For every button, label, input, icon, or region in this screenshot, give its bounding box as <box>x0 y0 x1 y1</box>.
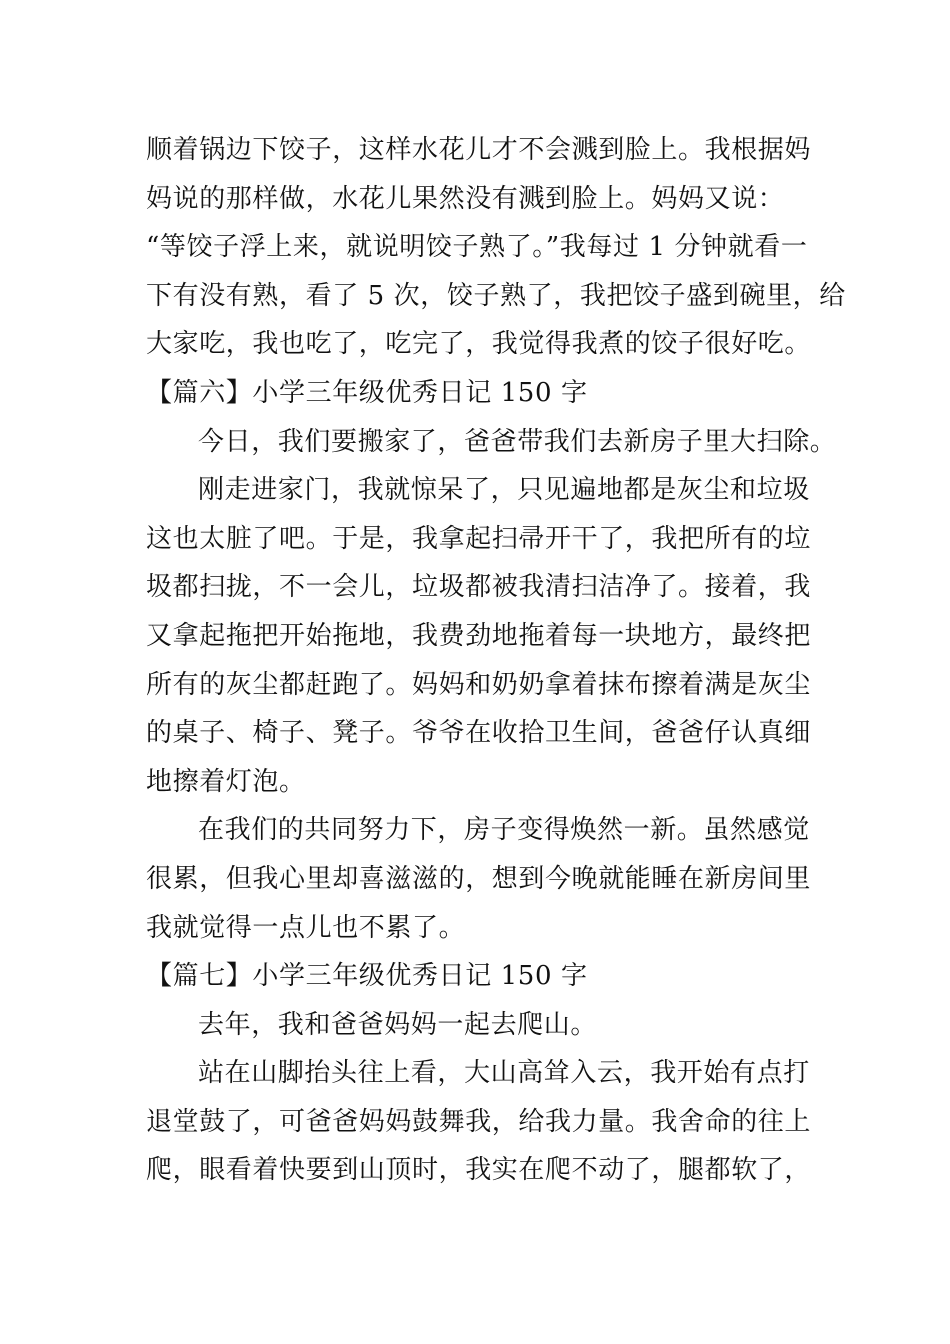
text-line: 的桌子、椅子、凳子。爷爷在收拾卫生间，爸爸仔认真细 <box>146 718 812 749</box>
text-line: 圾都扫拢，不一会儿，垃圾都被我清扫洁净了。接着，我 <box>146 572 812 603</box>
text-line: 大家吃，我也吃了，吃完了，我觉得我煮的饺子很好吃。 <box>146 329 812 360</box>
text-line: “等饺子浮上来，就说明饺子熟了。”我每过 1 分钟就看一 <box>146 232 808 263</box>
text-line: 顺着锅边下饺子，这样水花儿才不会溅到脸上。我根据妈 <box>146 135 812 165</box>
text-line: 妈说的那样做，水花儿果然没有溅到脸上。妈妈又说： <box>146 183 785 214</box>
text-line: 我就觉得一点儿也不累了。 <box>146 912 466 943</box>
text-line: 又拿起拖把开始拖地，我费劲地拖着每一块地方，最终把 <box>146 620 812 651</box>
text-line: 这也太脏了吧。于是，我拿起扫帚开干了，我把所有的垃 <box>146 523 812 554</box>
text-line: 爬，眼看着快要到山顶时，我实在爬不动了，腿都软了， <box>146 1155 812 1186</box>
text-line: 今日，我们要搬家了，爸爸带我们去新房子里大扫除。 <box>198 426 837 457</box>
document-body <box>146 126 846 1195</box>
text-line: 站在山脚抬头往上看，大山高耸入云，我开始有点打 <box>198 1058 810 1089</box>
text-line: 去年，我和爸爸妈妈一起去爬山。 <box>198 1009 598 1040</box>
section-heading: 【篇七】小学三年级优秀日记 150 字 <box>146 961 588 992</box>
text-line: 退堂鼓了，可爸爸妈妈鼓舞我，给我力量。我舍命的往上 <box>146 1106 812 1137</box>
text-line: 刚走进家门，我就惊呆了，只见遍地都是灰尘和垃圾 <box>198 475 810 506</box>
text-line: 所有的灰尘都赶跑了。妈妈和奶奶拿着抹布擦着满是灰尘 <box>146 669 812 700</box>
section-heading: 【篇六】小学三年级优秀日记 150 字 <box>146 377 588 408</box>
text-line: 下有没有熟，看了 5 次，饺子熟了，我把饺子盛到碗里，给 <box>146 280 846 311</box>
text-line: 在我们的共同努力下，房子变得焕然一新。虽然感觉 <box>198 815 810 846</box>
text-line: 很累，但我心里却喜滋滋的，想到今晚就能睡在新房间里 <box>146 863 812 894</box>
text-line: 地擦着灯泡。 <box>146 766 306 797</box>
